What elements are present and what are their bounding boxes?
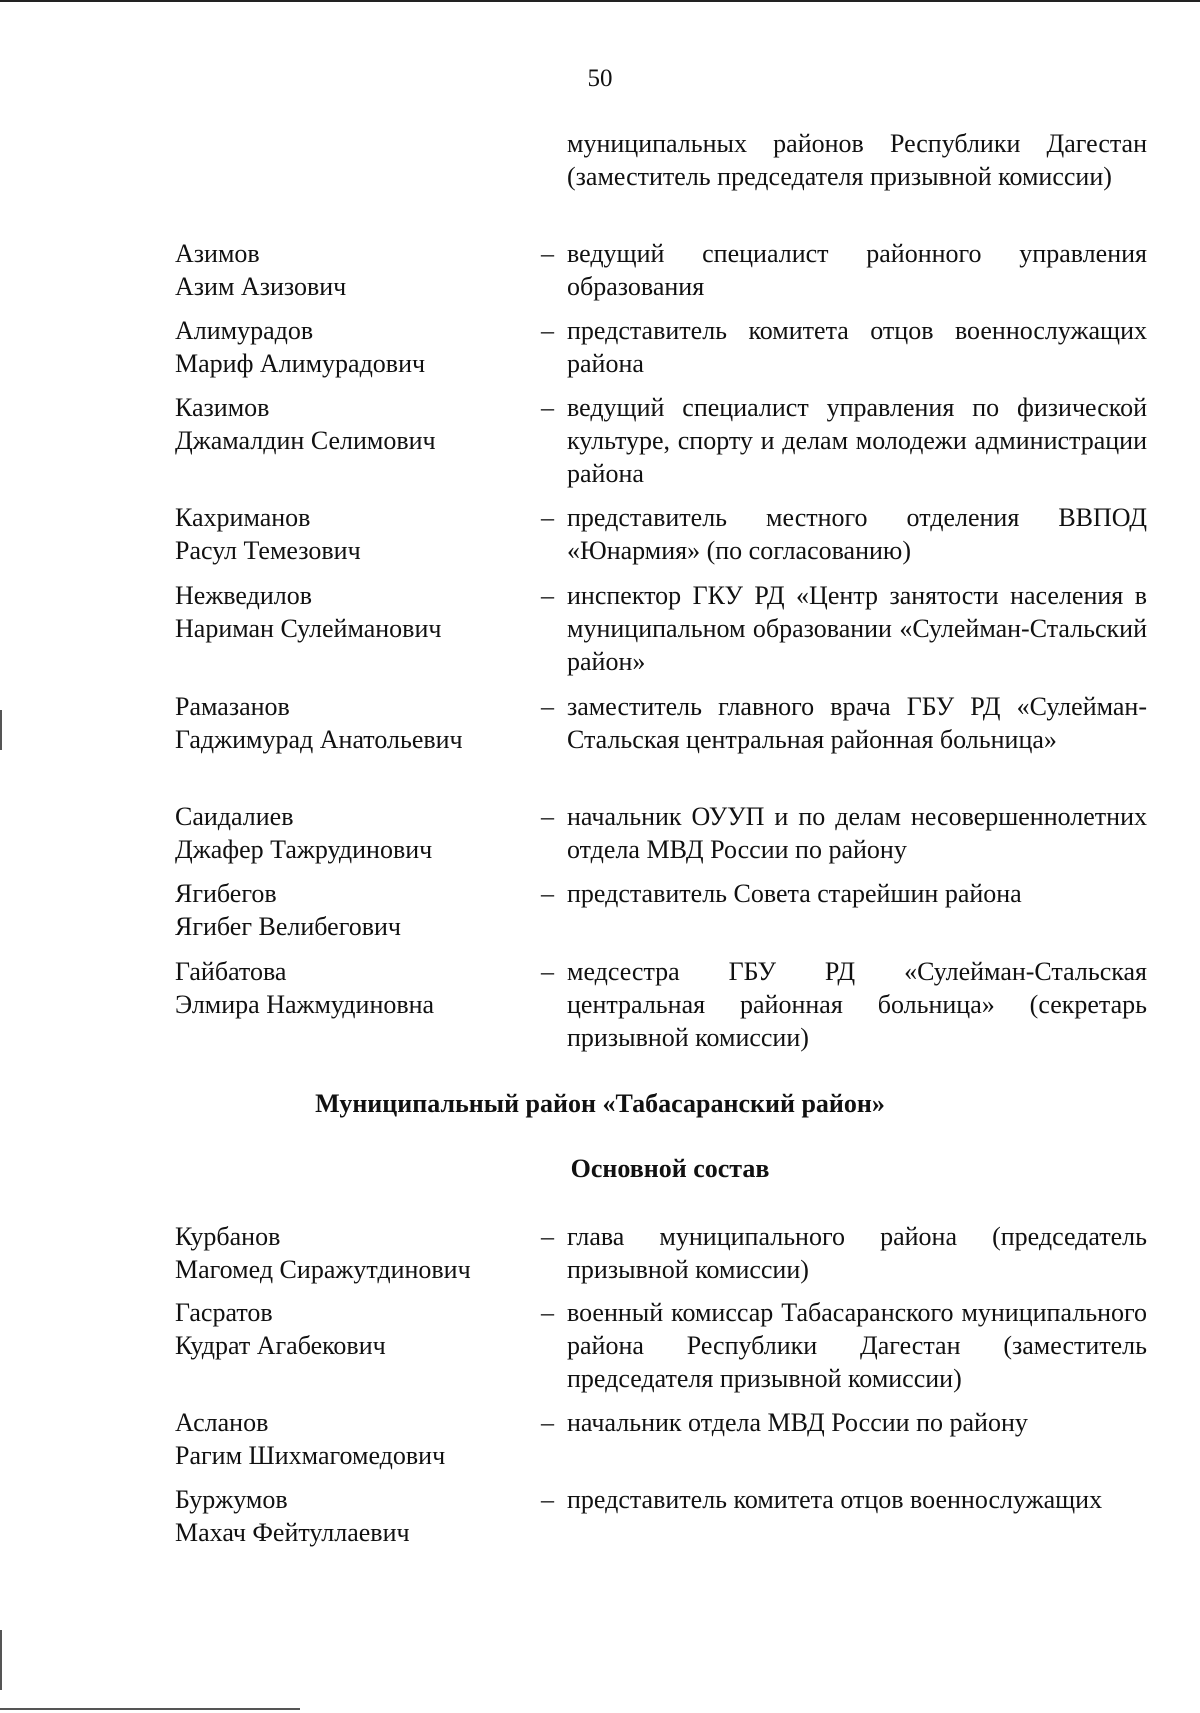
position-description: заместитель главного врача ГБУ РД «Сулейман-Стальская центральная районная больница» <box>567 692 1147 754</box>
position-description: военный комиссар Табасаранского муниципального района Республики Дагестан (заместитель председателя призывной комиссии) <box>567 1298 1147 1393</box>
dash: – <box>541 802 554 831</box>
position-description: глава муниципального района (председатель призывной комиссии) <box>567 1222 1147 1284</box>
person-name <box>175 877 515 943</box>
person-name <box>175 1406 515 1472</box>
person-name <box>175 1296 515 1362</box>
dash: – <box>541 957 554 986</box>
scan-mark <box>0 1630 2 1690</box>
dash: – <box>541 503 554 532</box>
surname: Буржумов <box>175 1485 288 1514</box>
person-name <box>175 800 515 866</box>
surname: Гасратов <box>175 1298 273 1327</box>
surname: Алимурадов <box>175 316 314 345</box>
surname: Рамазанов <box>175 692 290 721</box>
person-name <box>175 955 515 1021</box>
position-description: инспектор ГКУ РД «Центр занятости населения в муниципальном образовании «Сулейман-Стальский район» <box>567 581 1147 676</box>
position-description: начальник ОУУП и по делам несовершеннолетних отдела МВД России по району <box>567 802 1147 864</box>
given-name: Джамалдин Селимович <box>175 426 436 455</box>
person-name <box>175 579 515 645</box>
dash: – <box>541 1485 554 1514</box>
scan-mark <box>0 710 2 750</box>
dash: – <box>541 879 554 908</box>
surname: Казимов <box>175 393 270 422</box>
dash: – <box>541 1222 554 1251</box>
top-border-line <box>0 0 1200 2</box>
given-name: Азим Азизович <box>175 272 347 301</box>
given-name: Джафер Тажрудинович <box>175 835 433 864</box>
given-name: Элмира Нажмудиновна <box>175 990 435 1019</box>
surname: Саидалиев <box>175 802 294 831</box>
district-heading: Муниципальный район «Табасаранский район» <box>315 1089 885 1118</box>
given-name: Махач Фейтуллаевич <box>175 1518 410 1547</box>
continuation-description: муниципальных районов Республики Дагестан (заместитель председателя призывной комиссии) <box>567 129 1147 191</box>
given-name: Расул Темезович <box>175 536 361 565</box>
composition-heading: Основной состав <box>570 1154 770 1183</box>
position-description: представитель комитета отцов военнослужащих района <box>567 316 1147 378</box>
given-name: Кудрат Агабекович <box>175 1331 386 1360</box>
position-description: ведущий специалист управления по физической культуре, спорту и делам молодежи администрации района <box>567 393 1147 488</box>
dash: – <box>541 239 554 268</box>
surname: Кахриманов <box>175 503 311 532</box>
person-name <box>175 314 515 380</box>
person-name <box>175 1483 515 1549</box>
given-name: Мариф Алимурадович <box>175 349 426 378</box>
dash: – <box>541 1298 554 1327</box>
position-description: медсестра ГБУ РД «Сулейман-Стальская центральная районная больница» (секретарь призывной комиссии) <box>567 957 1147 1052</box>
person-name <box>175 690 515 756</box>
surname: Нежведилов <box>175 581 312 610</box>
position-description: начальник отдела МВД России по району <box>567 1408 1028 1437</box>
position-description: ведущий специалист районного управления образования <box>567 239 1147 301</box>
dash: – <box>541 692 554 721</box>
person-name <box>175 501 515 567</box>
person-name <box>175 1220 515 1286</box>
surname: Азимов <box>175 239 260 268</box>
position-description: представитель комитета отцов военнослужащих <box>567 1485 1103 1514</box>
dash: – <box>541 1408 554 1437</box>
surname: Гайбатова <box>175 957 287 986</box>
scan-mark <box>0 1708 300 1710</box>
person-name <box>175 237 515 303</box>
surname: Ягибегов <box>175 879 277 908</box>
given-name: Гаджимурад Анатольевич <box>175 725 463 754</box>
surname: Асланов <box>175 1408 269 1437</box>
given-name: Ягибег Велибегович <box>175 912 401 941</box>
position-description: представитель местного отделения ВВПОД «Юнармия» (по согласованию) <box>567 503 1147 565</box>
page-number: 50 <box>587 65 613 92</box>
dash: – <box>541 393 554 422</box>
dash: – <box>541 581 554 610</box>
position-description: представитель Совета старейшин района <box>567 879 1022 908</box>
person-name <box>175 391 515 457</box>
given-name: Нариман Сулейманович <box>175 614 442 643</box>
given-name: Магомед Сиражутдинович <box>175 1255 471 1284</box>
given-name: Рагим Шихмагомедович <box>175 1441 446 1470</box>
dash: – <box>541 316 554 345</box>
surname: Курбанов <box>175 1222 281 1251</box>
